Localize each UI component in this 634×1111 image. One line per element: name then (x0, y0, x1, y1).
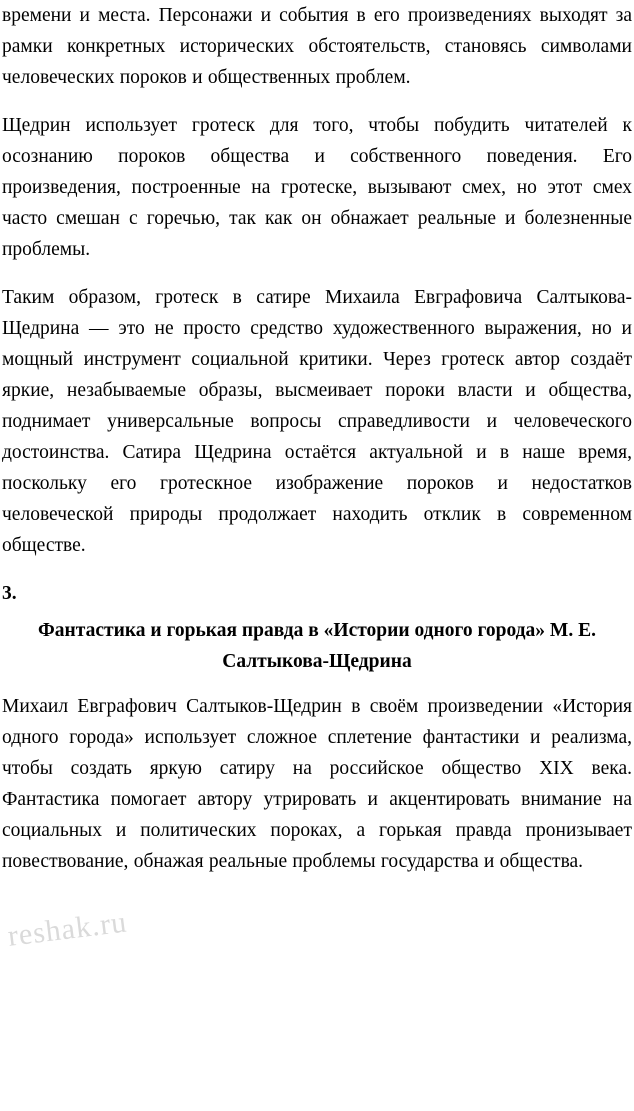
paragraph-2: Щедрин использует гротеск для того, чтобы побудить читателей к осознанию пороков общества и собственного поведения. Его произведения, построенные на гротеске, вызывают смех, но этот смех часто смешан с горечью, так как он обнажает реальные и болезненные проблемы. (2, 115, 632, 260)
watermark: reshak.ru (5, 905, 129, 953)
paragraph-1: времени и места. Персонажи и события в его произведениях выходят за рамки конкретных исторических обстоятельств, становясь символами человеческих пороков и общественных проблем. (2, 5, 632, 88)
paragraph-4: Михаил Евграфович Салтыков-Щедрин в своём произведении «История одного города» использует сложное сплетение фантастики и реализма, чтобы создать яркую сатиру на российское общество XIX века. Фантастика помогает автору утрировать и акцентировать внимание на социальных и политических пороках, а горькая правда пронизывает повествование, обнажая реальные проблемы государства и общества. (2, 696, 632, 872)
section-heading: Фантастика и горькая правда в «Истории одного города» М. Е. Салтыкова-Щедрина (38, 620, 596, 672)
paragraph-3: Таким образом, гротеск в сатире Михаила Евграфовича Салтыкова-Щедрина — это не просто средство художественного выражения, но и мощный инструмент социальной критики. Через гротеск автор создаёт яркие, незабываемые образы, высмеивает пороки власти и общества, поднимает универсальные вопросы справедливости и человеческого достоинства. Сатира Щедрина остаётся актуальной и в наше время, поскольку его гротескное изображение пороков и недостатков человеческой природы продолжает находить отклик в современном обществе. (2, 287, 632, 556)
section-number: 3. (2, 583, 17, 604)
